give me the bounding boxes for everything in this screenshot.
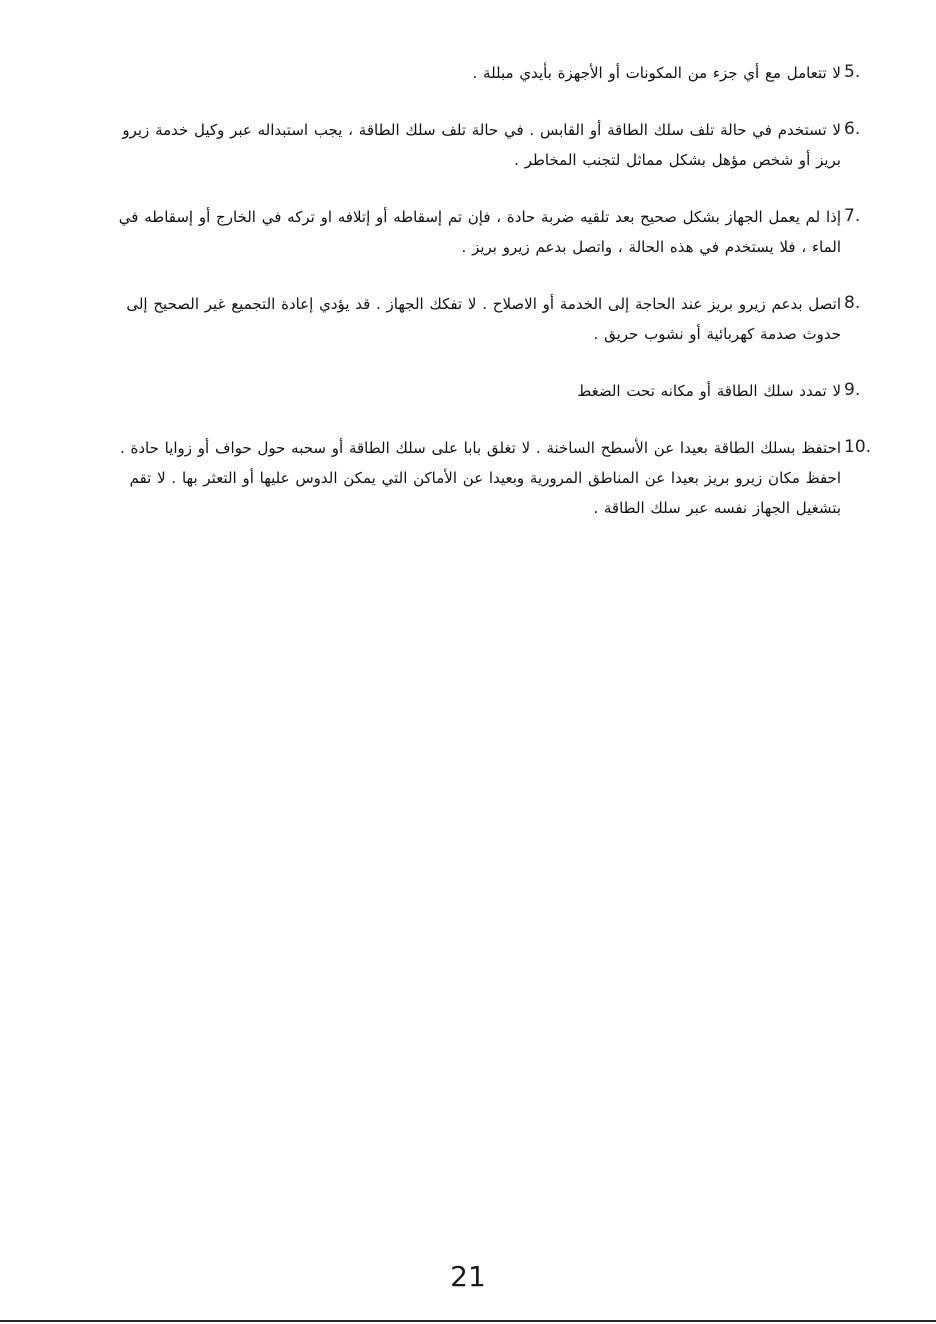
list-item — [96, 58, 886, 88]
item-number: 5. — [844, 62, 861, 82]
item-number: 9. — [844, 380, 861, 400]
item-text: اتصل بدعم زيرو بريز عند الحاجة إلى الخدمة أو الاصلاح . لا تفكك الجهاز . قد يؤدي إعادة التجميع غير الصحيح إلى حدوث صدمة كهربائية أو نشوب حريق . — [126, 295, 841, 343]
list-item — [96, 202, 886, 262]
list-item — [96, 115, 886, 175]
item-text: لا تتعامل مع أي جزء من المكونات أو الأجهزة بأيدي مبللة . — [472, 64, 841, 82]
item-number: 10. — [844, 437, 872, 457]
item-text: لا تستخدم في حالة تلف سلك الطاقة أو القابس . في حالة تلف سلك الطاقة ، يجب استبداله عبر وكيل خدمة زيرو بريز أو شخص مؤهل بشكل مماثل لتجنب المخاطر . — [122, 121, 841, 169]
item-number: 7. — [844, 206, 861, 226]
page-number: 21 — [450, 1260, 486, 1293]
list-item — [96, 376, 886, 406]
footer-divider — [0, 1320, 936, 1322]
item-number: 6. — [844, 119, 861, 139]
item-text: إذا لم يعمل الجهاز بشكل صحيح بعد تلقيه ضربة حادة ، فإن تم إسقاطه أو إتلافه او تركه في الخارج أو إسقاطه في الماء ، فلا يستخدم في هذه الحالة ، واتصل بدعم زيرو بريز . — [118, 208, 841, 256]
item-text: لا تمدد سلك الطاقة أو مكانه تحت الضغط — [577, 382, 841, 400]
list-item — [96, 433, 886, 523]
list-item — [96, 289, 886, 349]
item-number: 8. — [844, 293, 861, 313]
safety-instructions-list — [96, 58, 886, 550]
item-text: احتفظ بسلك الطاقة بعيدا عن الأسطح الساخنة . لا تغلق بابا على سلك الطاقة أو سحبه حول حواف أو زوايا حادة . احفظ مكان زيرو بريز بعيدا عن المناطق المرورية وبعيدا عن الأماكن التي يمكن الدوس عليها أو التعثر بها . لا تقم بتشغيل الجهاز نفسه عبر سلك الطاقة . — [119, 439, 841, 517]
